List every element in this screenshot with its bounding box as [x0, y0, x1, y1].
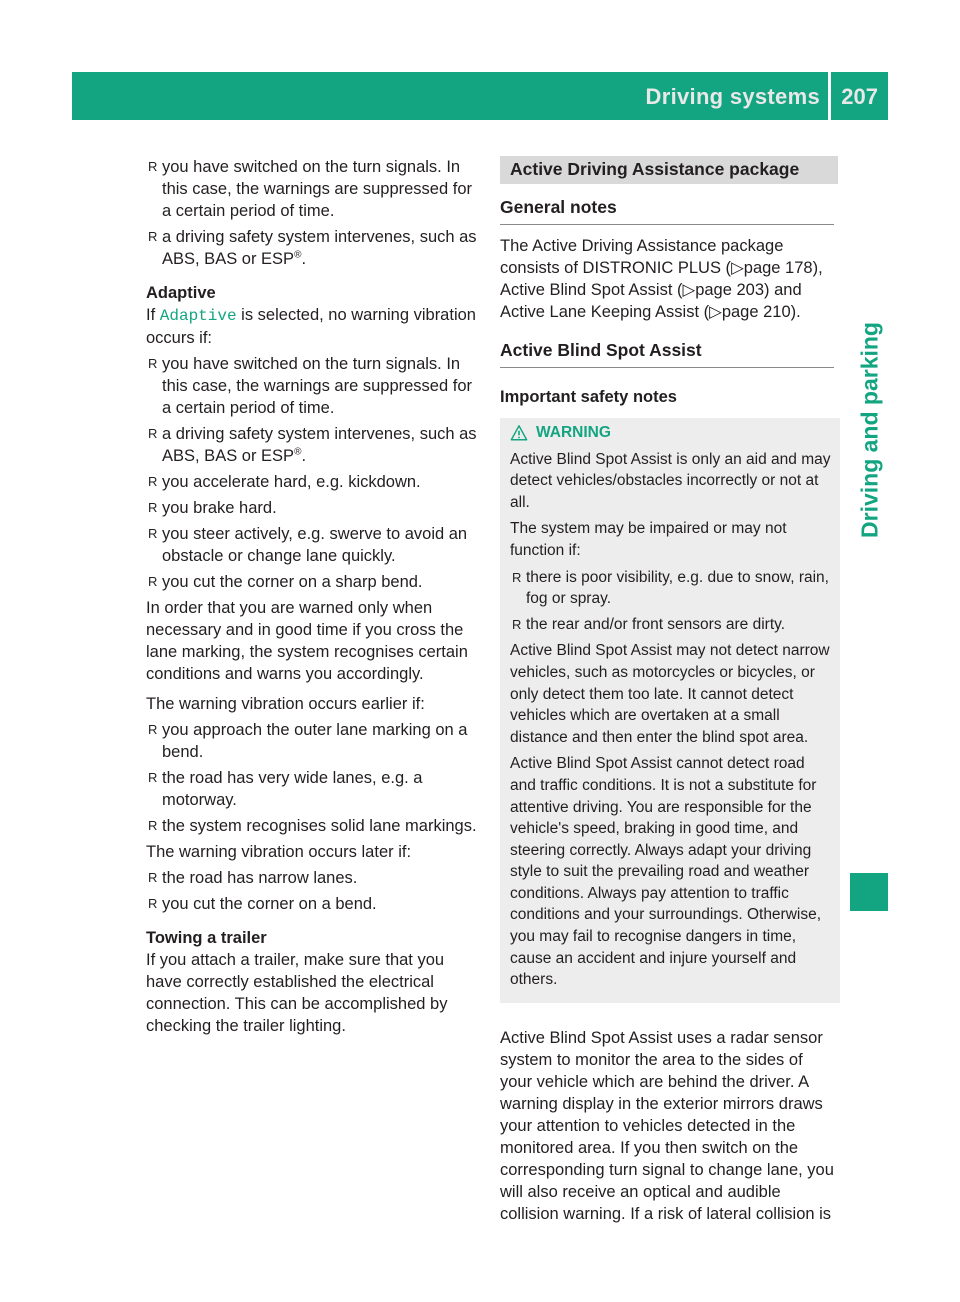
- bullet-icon: R: [148, 870, 158, 885]
- bullet-icon: R: [148, 896, 158, 911]
- body-paragraph: The Active Driving Assistance package consists of DISTRONIC PLUS (▷page 178), Active Blind Spot Assist (▷page 203) and Active Lane Keeping Assist (▷page 210).: [500, 237, 823, 321]
- left-column: [146, 156, 480, 1037]
- section-title: Active Driving Assistance package: [500, 156, 838, 184]
- list-item: R you approach the outer lane marking on a bend.: [148, 721, 468, 761]
- list-item: R there is poor visibility, e.g. due to snow, rain, fog or spray.: [512, 568, 829, 608]
- side-tab-label: Driving and parking: [856, 322, 883, 538]
- adaptive-setting: Adaptive: [159, 307, 237, 325]
- bullet-icon: R: [148, 526, 158, 541]
- bullet-icon: R: [148, 426, 158, 441]
- towing-heading: Towing a trailer: [146, 929, 267, 947]
- body-paragraph: If you attach a trailer, make sure that you have correctly established the electrical connection. This can be accomplished by checking the trailer lighting.: [146, 951, 448, 1035]
- adaptive-paragraph: If Adaptive is selected, no warning vibration occurs if:: [146, 306, 476, 347]
- page-reference-link[interactable]: page 178: [743, 259, 813, 277]
- list-item: R the rear and/or front sensors are dirty.: [510, 614, 832, 636]
- bullet-icon: R: [148, 818, 158, 833]
- list-item: R you have switched on the turn signals. In this case, the warnings are suppressed for a certain period of time.: [148, 355, 472, 417]
- bullet-icon: R: [512, 569, 522, 585]
- list-item: R a driving safety system intervenes, such as ABS, BAS or ESP®.: [148, 425, 477, 465]
- list-item: R you have switched on the turn signals. In this case, the warnings are suppressed for a certain period of time.: [148, 158, 472, 220]
- warning-box: [500, 418, 840, 1003]
- list-item: R you steer actively, e.g. swerve to avoid an obstacle or change lane quickly.: [148, 525, 468, 565]
- right-column: [500, 156, 834, 1225]
- header-divider: [828, 72, 831, 120]
- page-ref-arrow-icon: ▷: [682, 281, 696, 299]
- page-ref-arrow-icon: ▷: [731, 259, 744, 277]
- bullet-icon: R: [148, 159, 158, 174]
- page-header-bar: [72, 72, 888, 120]
- list-item: R you cut the corner on a bend.: [148, 895, 377, 913]
- page-reference-link[interactable]: page 203: [695, 281, 765, 299]
- page-number: 207: [841, 84, 878, 109]
- general-notes-heading: General notes: [500, 184, 834, 225]
- body-paragraph: The warning vibration occurs earlier if:: [146, 695, 425, 713]
- list-item: R you accelerate hard, e.g. kickdown.: [148, 473, 421, 491]
- bullet-icon: R: [512, 616, 522, 632]
- list-item: R you cut the corner on a sharp bend.: [148, 573, 423, 591]
- bullet-icon: R: [148, 770, 158, 785]
- bullet-icon: R: [148, 500, 158, 515]
- warning-paragraph: Active Blind Spot Assist may not detect narrow vehicles, such as motorcycles or bicycles, or only detect them too late. It cannot detect vehicles which are overtaken at a small distance and then enter the blind spot area.: [510, 642, 830, 746]
- bullet-icon: R: [148, 722, 158, 737]
- bullet-icon: R: [148, 574, 158, 589]
- bullet-icon: R: [148, 229, 158, 244]
- bullet-icon: R: [148, 356, 158, 371]
- warning-paragraph: The system may be impaired or may not function if:: [510, 520, 787, 559]
- body-paragraph: In order that you are warned only when necessary and in good time if you cross the lane marking, the system recognises certain conditions and warns you accordingly.: [146, 599, 468, 683]
- safety-notes-heading: Important safety notes: [500, 388, 677, 406]
- side-tab-marker: [850, 873, 888, 911]
- list-item: R a driving safety system intervenes, such as ABS, BAS or ESP®.: [148, 228, 477, 268]
- list-item: R the road has very wide lanes, e.g. a motorway.: [148, 769, 423, 809]
- list-item: R the road has narrow lanes.: [148, 869, 358, 887]
- warning-paragraph: Active Blind Spot Assist cannot detect road and traffic conditions. It is not a substitute for attentive driving. You are responsible for the vehicle's speed, braking in good time, and steering correctly. Always adapt your driving style to suit the prevailing road and weather conditions. Always pay attention to traffic conditions and your surroundings. Otherwise, you may fail to recognise dangers in time, cause an accident and injure yourself and others.: [510, 755, 822, 989]
- warning-title: WARNING: [510, 422, 832, 444]
- adaptive-heading: Adaptive: [146, 284, 216, 302]
- list-item: R you brake hard.: [148, 499, 277, 517]
- body-paragraph: The warning vibration occurs later if:: [146, 843, 412, 861]
- bullet-icon: R: [148, 474, 158, 489]
- active-blind-spot-heading: Active Blind Spot Assist: [500, 323, 834, 368]
- page-reference-link[interactable]: page 210: [721, 303, 791, 321]
- body-paragraph: Active Blind Spot Assist uses a radar sensor system to monitor the area to the sides of your vehicle which are behind the driver. A warning display in the exterior mirrors draws your attention to vehicles detected in the monitored area. If you then switch on the corresponding turn signal to change lane, you will also receive an optical and audible collision warning. If a risk of lateral collision is: [500, 1028, 834, 1223]
- warning-triangle-icon: [510, 424, 528, 442]
- page-ref-arrow-icon: ▷: [709, 303, 722, 321]
- warning-paragraph: Active Blind Spot Assist is only an aid and may detect vehicles/obstacles incorrectly or not at all.: [510, 450, 831, 511]
- list-item: R the system recognises solid lane markings.: [148, 817, 477, 835]
- chapter-title: Driving systems: [645, 84, 820, 109]
